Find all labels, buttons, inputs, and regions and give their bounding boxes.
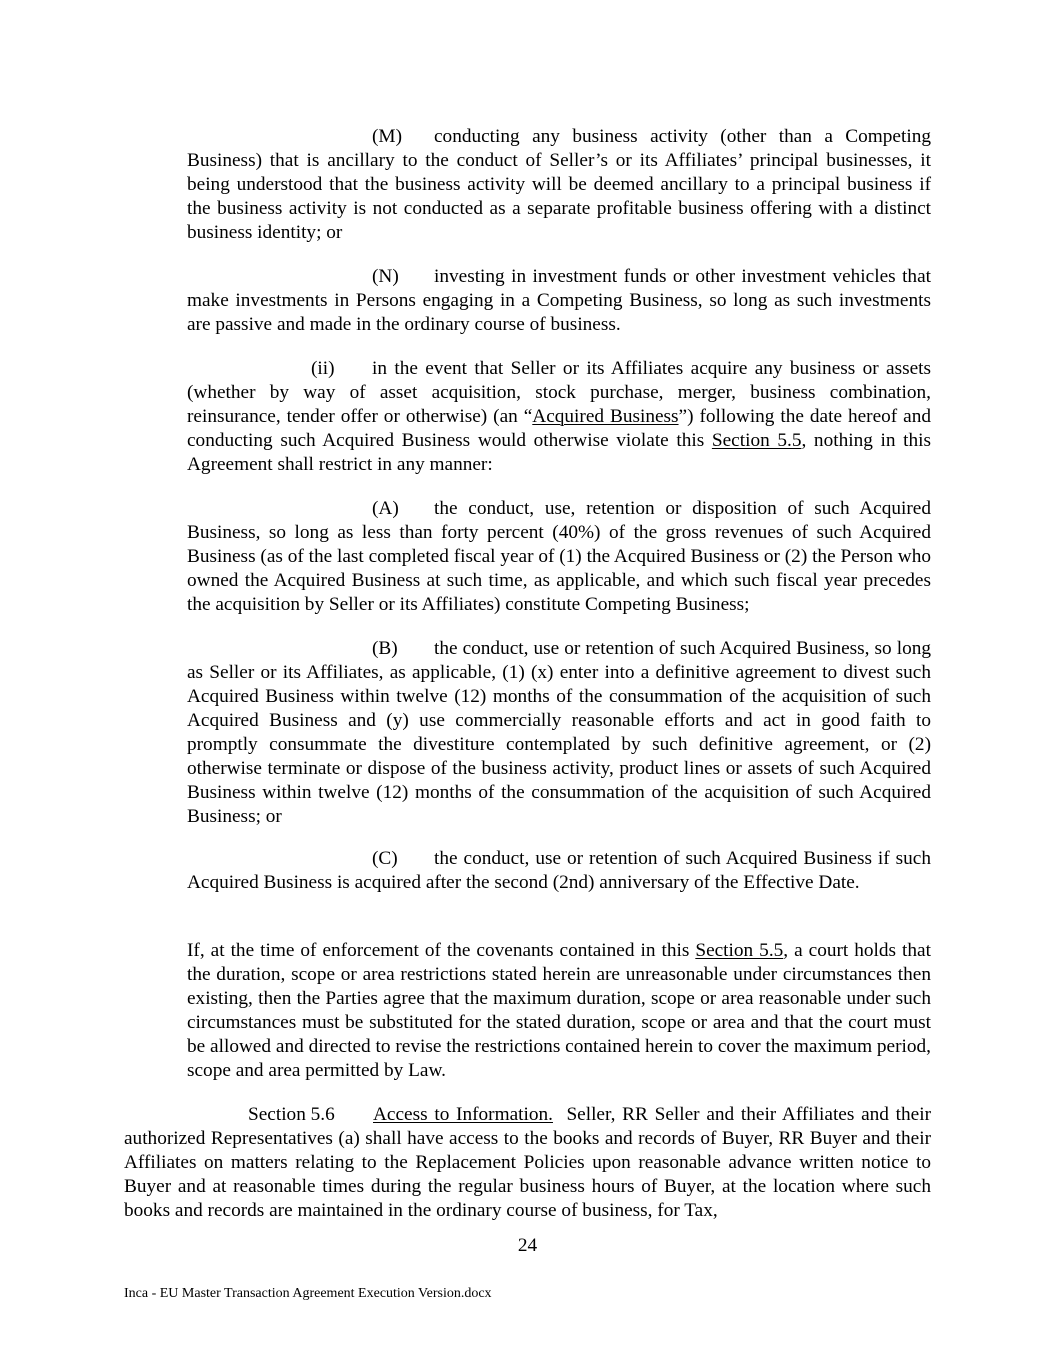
paragraph-a [187,497,931,617]
paragraph-ii-text-2: ”) following the date hereof and conducting such Acquired Business would otherwise violate this [187,406,931,451]
paragraph-a-label: (A) [372,498,399,519]
paragraph-n-label: (N) [372,266,399,287]
paragraph-m-label: (M) [372,126,402,147]
paragraph-n [187,265,931,337]
paragraph-reform-text-2: , a court holds that the duration, scope or area restrictions stated herein are unreasonable under circumstances then existing, then the Parties agree that the maximum duration, scope or area reasonable under such circumstances must be substituted for the stated duration, scope or area and that the court must be allowed and directed to revise the restrictions contained herein to cover the maximum period, scope and area permitted by Law. [187,940,931,1081]
paragraph-n-text: investing in investment funds or other investment vehicles that make investments in Persons engaging in a Competing Business, so long as such investments are passive and made in the ordinary course of business. [187,266,931,335]
section-5-5-link: Section 5.5 [711,430,802,451]
paragraph-m-text: conducting any business activity (other than a Competing Business) that is ancillary to the conduct of Seller’s or its Affiliates’ principal businesses, it being understood that the business activity will be deemed ancillary to a principal business if the business activity is not conducted as a separate profitable business offering with a distinct business identity; or [187,126,931,243]
section-5-5-link: Section 5.5 [695,940,784,961]
paragraph-b-label: (B) [372,638,398,659]
paragraph-m [187,125,931,245]
section-5-6-heading: Access to Information. [373,1104,553,1125]
paragraph-ii [187,357,931,477]
section-5-6 [124,1103,931,1223]
paragraph-ii-label: (ii) [311,358,335,379]
paragraph-b-text: the conduct, use or retention of such Acquired Business, so long as Seller or its Affiliates, as applicable, (1) (x) enter into a definitive agreement to divest such Acquired Business within twelve (12) months of the consummation of the acquisition of such Acquired Business and (y) use commercially reasonable efforts and act in good faith to promptly consummate the divestiture contemplated by such definitive agreement, or (2) otherwise terminate or dispose of the business activity, product lines or assets of such Acquired Business within twelve (12) months of the consummation of the acquisition of such Acquired Business; or [187,638,931,827]
page-number: 24 [517,1235,538,1256]
document-footer: Inca - EU Master Transaction Agreement Execution Version.docx [124,1286,492,1301]
paragraph-reform [187,939,931,1083]
paragraph-ii-text-3: , nothing in this Agreement shall restrict in any manner: [187,430,931,475]
paragraph-reform-text-1: If, at the time of enforcement of the covenants contained in this [187,940,696,961]
paragraph-b [187,637,931,829]
paragraph-c [187,847,931,895]
acquired-business-term: Acquired Business [532,406,679,427]
paragraph-ii-text-1: in the event that Seller or its Affiliates acquire any business or assets (whether by way of asset acquisition, stock purchase, merger, business combination, reinsurance, tender offer or otherwise) (an “ [187,358,931,427]
paragraph-c-label: (C) [372,848,398,869]
section-5-6-label: Section 5.6 [248,1104,335,1125]
section-5-6-text: Seller, RR Seller and their Affiliates and their authorized Representatives (a) shall have access to the books and records of Buyer, RR Buyer and their Affiliates on matters relating to the Replacement Policies upon reasonable advance written notice to Buyer and at reasonable times during the regular business hours of Buyer, at the location where such books and records are maintained in the ordinary course of business, for Tax, [124,1104,931,1221]
paragraph-a-text: the conduct, use, retention or disposition of such Acquired Business, so long as less than forty percent (40%) of the gross revenues of such Acquired Business (as of the last completed fiscal year of (1) the Acquired Business or (2) the Person who owned the Acquired Business at such time, as applicable, and which such fiscal year precedes the acquisition by Seller or its Affiliates) constitute Competing Business; [187,498,931,615]
paragraph-c-text: the conduct, use or retention of such Acquired Business if such Acquired Business is acquired after the second (2nd) anniversary of the Effective Date. [187,848,931,893]
